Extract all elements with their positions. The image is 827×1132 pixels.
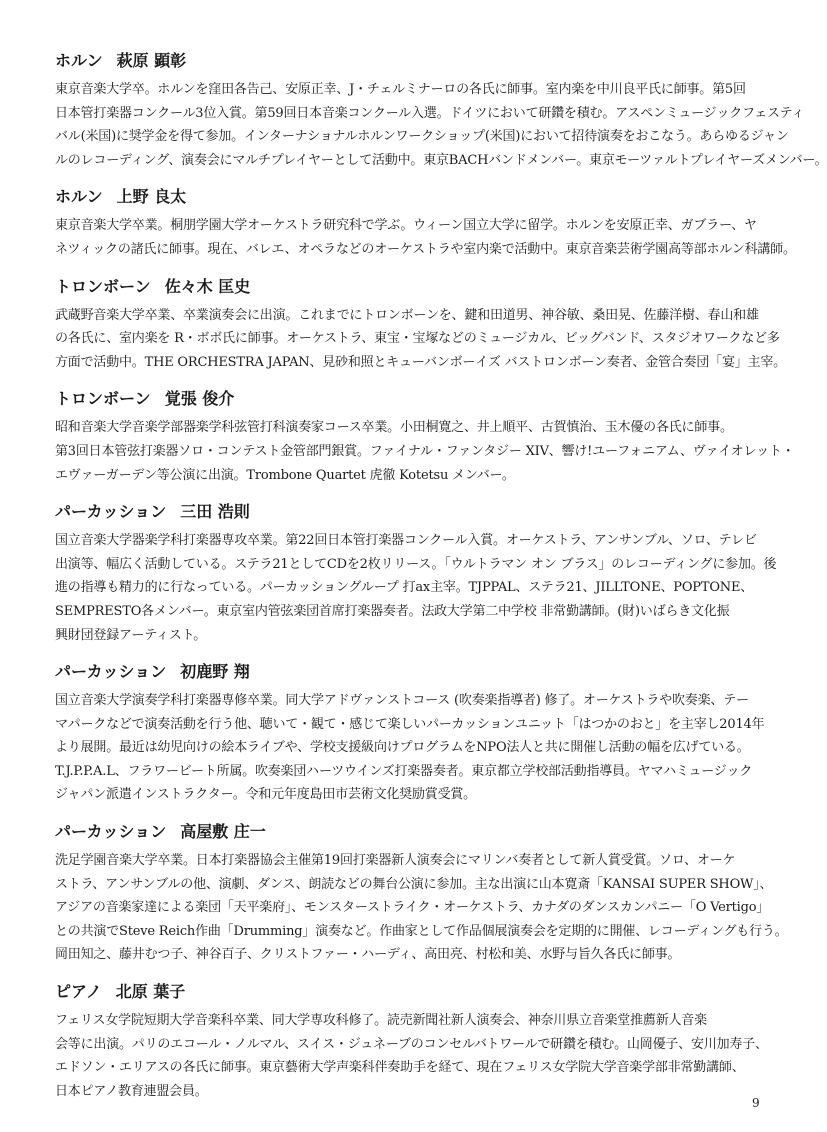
profile-bio <box>55 304 786 375</box>
bio-line: 出演等、幅広く活動している。ステラ21としてCDを2枚リリース。「ウルトラマン オン ブラス」のレコーディングに参加。後 <box>55 556 777 572</box>
profile-bio <box>55 689 765 807</box>
instrument-label: パーカッション <box>55 662 167 682</box>
performer-name: 三田 浩則 <box>180 502 250 522</box>
profile-entry <box>55 819 788 967</box>
instrument-label: ホルン <box>55 187 103 207</box>
profile-bio <box>55 214 796 261</box>
bio-line: 武蔵野音楽大学卒業、卒業演奏会に出演。これまでにトロンボーンを、鍵和田道男、神谷敏、桑田晃、佐藤洋樹、春山和雄 <box>55 307 759 323</box>
bio-line: 東京音楽大学卒業。桐朋学園大学オーケストラ研究科で学ぶ。ウィーン国立大学に留学。ホルンを安原正幸、ガブラー、ヤ <box>55 218 757 234</box>
bio-line: 国立音楽大学演奏学科打楽器専修卒業。同大学アドヴァンストコース (吹奏楽指導者) 修了。オーケストラや吹奏楽、テー <box>55 693 749 709</box>
bio-line: 洗足学園音楽大学卒業。日本打楽器協会主催第19回打楽器新人演奏会にマリンバ奏者として新人賞受賞。ソロ、オーケ <box>55 853 736 869</box>
profile-heading <box>55 48 747 74</box>
bio-line: 第3回日本管弦打楽器ソロ・コンテスト金管部門銀賞。ファイナル・ファンタジー XIV、響け!ユーフォニアム、ヴァイオレット・ <box>55 443 795 459</box>
profile-heading <box>55 386 747 412</box>
bio-line: 会等に出演。パリのエコール・ノルマル、スイス・ジュネーブのコンセルバトワールで研鑽を積む。山岡優子、安川加寿子、 <box>55 1036 768 1052</box>
profile-bio <box>55 1009 768 1103</box>
page-number: 9 <box>752 1096 760 1110</box>
bio-line: 方面で活動中。THE ORCHESTRA JAPAN、見砂和照とキューバンボーイズ バストロンボーン奏者、金管合奏団「宴」主宰。 <box>55 354 786 370</box>
bio-line: バル(米国)に奨学金を得て参加。インターナショナルホルンワークショップ(米国)において招待演奏をおこなう。あらゆるジャン <box>55 129 789 145</box>
profile-bio <box>55 416 795 487</box>
profile-bio <box>55 78 827 172</box>
profile-entry <box>55 979 768 1103</box>
profile-entry <box>55 274 786 375</box>
profile-entry <box>55 184 796 261</box>
profile-entry <box>55 499 777 647</box>
profile-heading <box>55 659 747 685</box>
performer-name: 高屋敷 庄一 <box>180 822 266 842</box>
bio-line: 興財団登録アーティスト。 <box>55 627 207 643</box>
bio-line: ストラ、アンサンブルの他、演劇、ダンス、朗読などの舞台公演に参加。主な出演に山本寛斎「KANSAI SUPER SHOW」、 <box>55 876 773 892</box>
bio-line: の各氏に、室内楽を R・ボボ氏に師事。オーケストラ、東宝・宝塚などのミュージカル、ビッグバンド、スタジオワークなど多 <box>55 331 780 347</box>
bio-line: エヴァーガーデン等公演に出演。Trombone Quartet 虎徹 Kotetsu メンバー。 <box>55 467 515 483</box>
performer-name: 上野 良太 <box>116 187 187 207</box>
bio-line: 日本管打楽器コンクール3位入賞。第59回日本音楽コンクール入選。ドイツにおいて研鑽を積む。アスペンミュージックフェスティ <box>55 105 805 121</box>
profile-heading <box>55 499 747 525</box>
instrument-label: ピアノ <box>55 982 102 1002</box>
bio-line: ルのレコーディング、演奏会にマルチプレイヤーとして活動中。東京BACHバンドメンバー。東京モーツァルトプレイヤーズメンバー。 <box>55 152 827 168</box>
bio-line: ジャパン派遣インストラクター。令和元年度島田市芸術文化奨励賞受賞。 <box>55 787 476 803</box>
bio-line: アジアの音楽家達による楽団「天平楽府」、モンスターストライク・オーケストラ、カナダのダンスカンパニー「O Vertigo」 <box>55 900 770 916</box>
bio-line: ネツィックの諸氏に師事。現在、バレエ、オペラなどのオーケストラや室内楽で活動中。東京音楽芸術学園高等部ホルン科講師。 <box>55 241 796 257</box>
instrument-label: パーカッション <box>55 502 167 522</box>
instrument-label: トロンボーン <box>55 276 151 296</box>
bio-line: 東京音楽大学卒。ホルンを窪田各告己、安原正幸、J・チェルミナーロの各氏に師事。室内楽を中川良平氏に師事。第5回 <box>55 82 746 97</box>
performer-name: 佐々木 匡史 <box>164 276 251 296</box>
instrument-label: パーカッション <box>55 822 167 842</box>
instrument-label: トロンボーン <box>55 389 151 409</box>
bio-line: より展開。最近は幼児向けの絵本ライブや、学校支援級向けプログラムをNPO法人と共に開催し活動の幅を広げている。 <box>55 740 750 756</box>
instrument-label: ホルン <box>55 51 103 70</box>
bio-line: エドソン・エリアスの各氏に師事。東京藝術大学声楽科伴奏助手を経て、現在フェリス女学院大学音楽学部非常勤講師、 <box>55 1060 745 1076</box>
bio-line: T.J.P.P.A.L、フラワービート所属。吹奏楽団ハーツウインズ打楽器奏者。東京都立学校部活動指導員。ヤマハミュージック <box>55 763 753 779</box>
profile-heading <box>55 819 747 845</box>
bio-line: 昭和音楽大学音楽学部器楽学科弦管打科演奏家コース卒業。小田桐寛之、井上順平、古賀慎治、玉木優の各氏に師事。 <box>55 420 733 436</box>
bio-line: 国立音楽大学器楽学科打楽器専攻卒業。第22回日本管打楽器コンクール入賞。オーケストラ、アンサンブル、ソロ、テレビ <box>55 533 757 549</box>
profile-entry <box>55 659 765 807</box>
bio-line: 岡田知之、藤井むつ子、神谷百子、クリストファー・ハーディ、高田亮、村松和美、水野与旨久各氏に師事。 <box>55 947 681 963</box>
performer-name: 初鹿野 翔 <box>180 662 250 682</box>
bio-line: 日本ピアノ教育連盟会員。 <box>55 1083 208 1099</box>
performer-name: 北原 葉子 <box>115 982 186 1002</box>
performer-name: 覚張 俊介 <box>164 389 235 409</box>
bio-line: フェリス女学院短期大学音楽科卒業、同大学専攻科修了。読売新聞社新人演奏会、神奈川県立音楽堂推薦新人音楽 <box>55 1013 707 1029</box>
profile-heading <box>55 184 747 210</box>
bio-line: SEMPRESTO各メンバー。東京室内管弦楽団首席打楽器奏者。法政大学第二中学校 非常勤講師。(財)いばらき文化振 <box>55 603 730 619</box>
performer-name: 萩原 顕彰 <box>116 51 187 70</box>
profile-entry <box>55 386 795 487</box>
profile-entry <box>55 48 827 172</box>
profile-heading <box>55 979 747 1005</box>
profile-bio <box>55 849 788 967</box>
bio-line: との共演でSteve Reich作曲「Drumming」演奏など。作曲家として作品個展演奏会を定期的に開催、レコーディングも行う。 <box>55 923 788 939</box>
profile-page <box>55 48 827 1103</box>
profile-bio <box>55 529 777 647</box>
bio-line: マパークなどで演奏活動を行う他、聴いて・観て・感じて楽しいパーカッションユニット「はつかのおと」を主宰し2014年 <box>55 716 765 732</box>
profile-heading <box>55 274 747 300</box>
bio-line: 進の指導も精力的に行なっている。パーカッショングループ 打ax主宰。TJPPAL、ステラ21、JILLTONE、POPTONE、 <box>55 580 754 596</box>
